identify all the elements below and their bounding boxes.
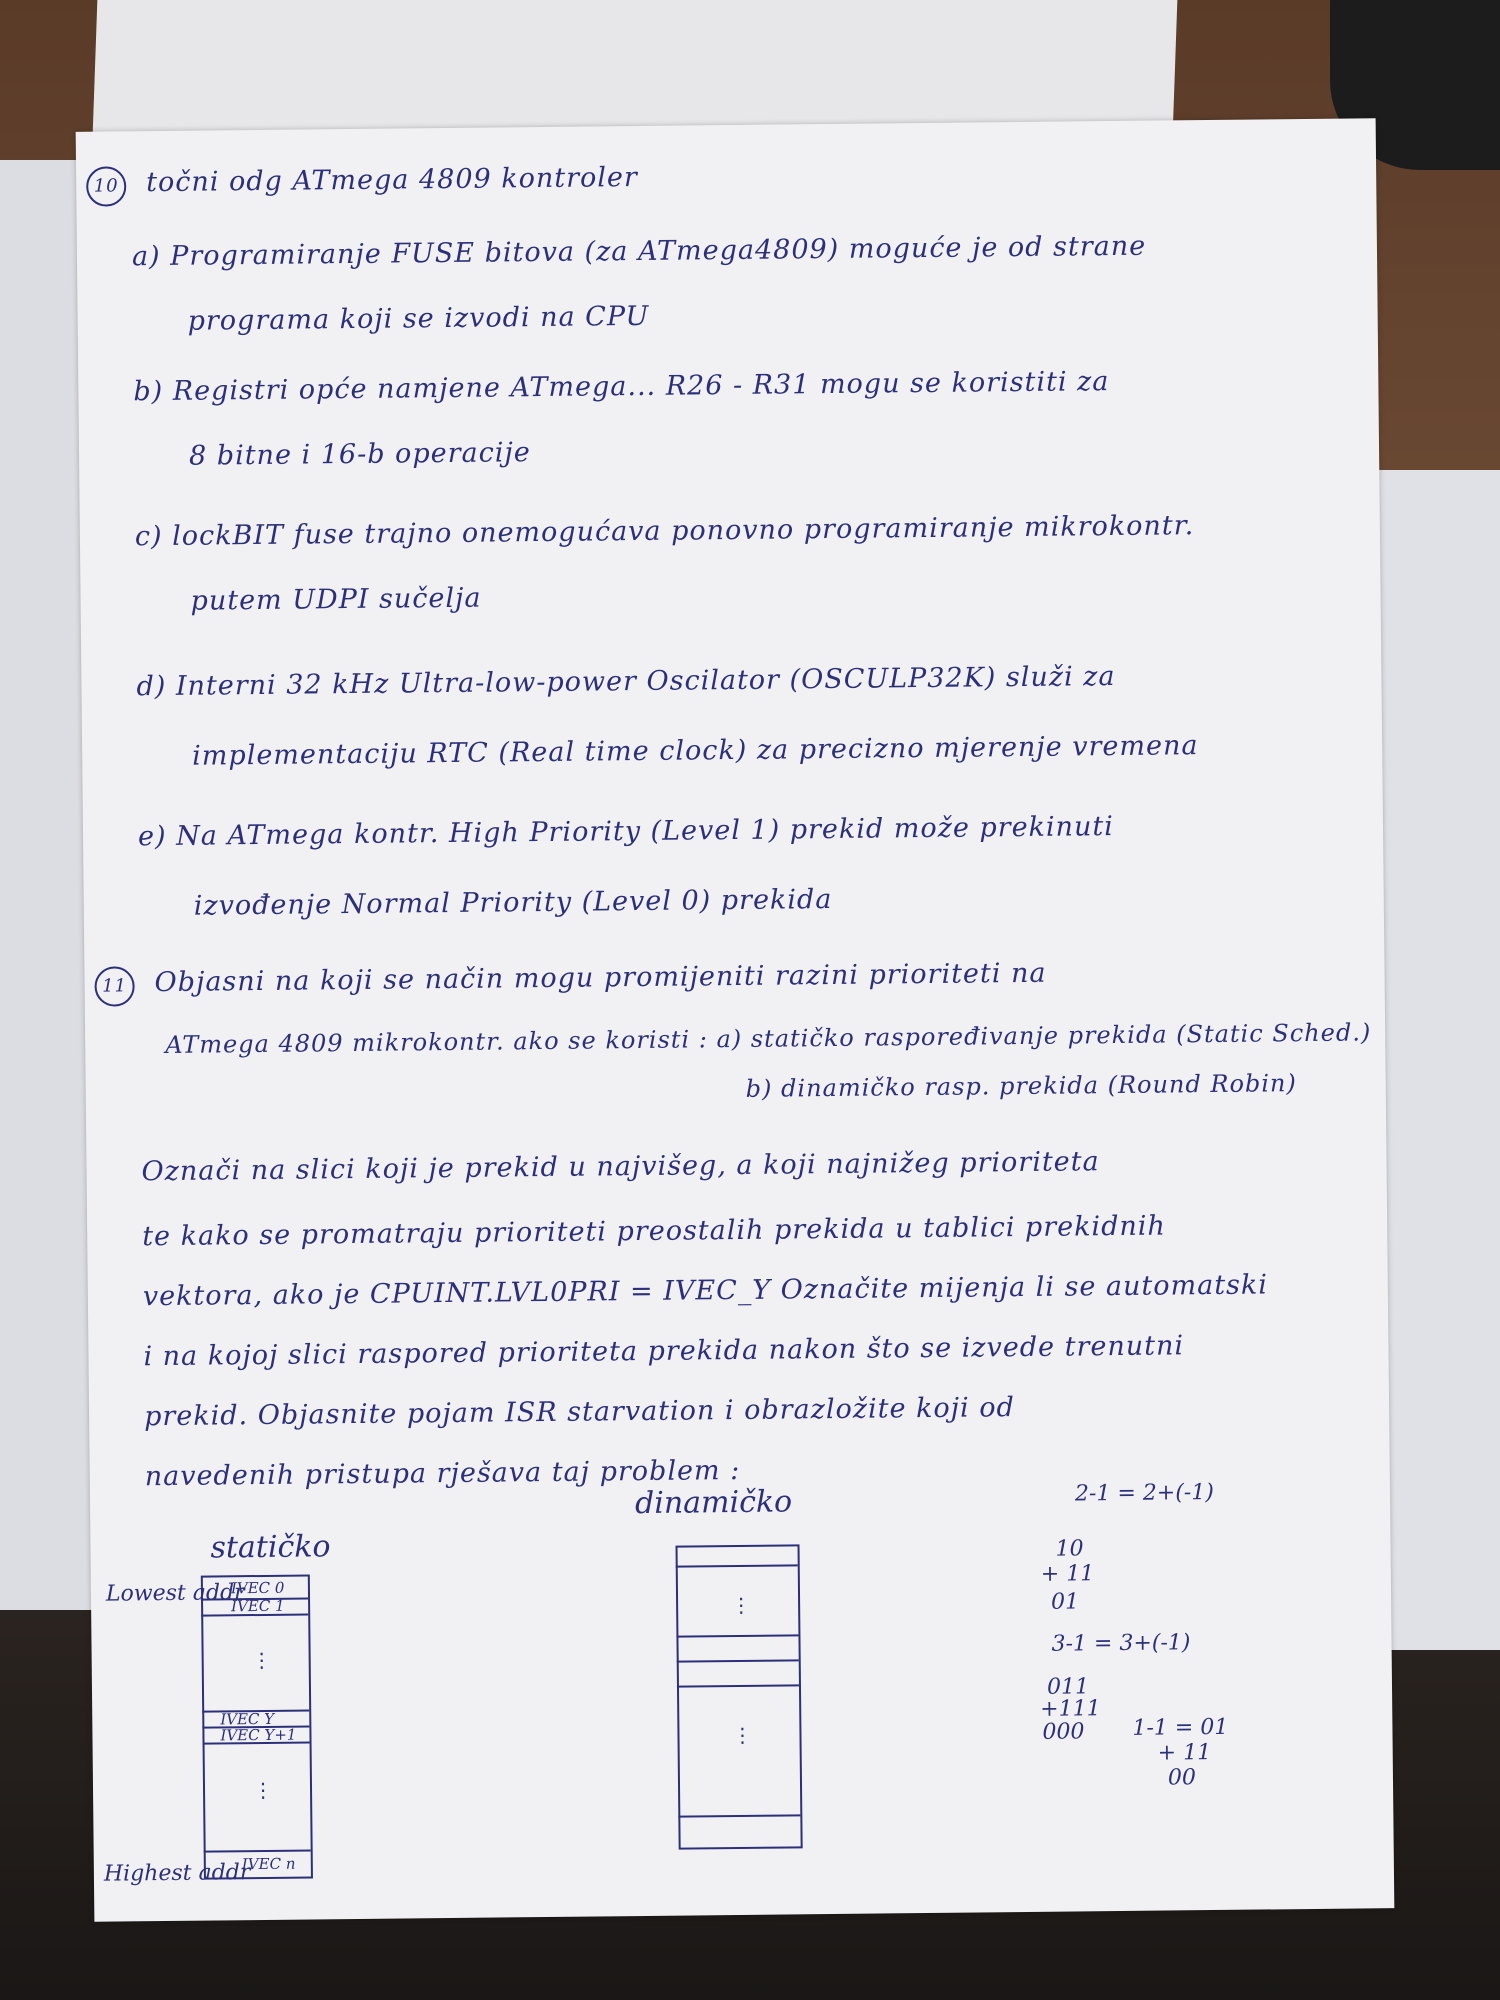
cell-ivec-0: IVEC 0	[230, 1578, 285, 1598]
calc-line-9: 1-1 = 01	[1132, 1714, 1229, 1741]
task10-b2: 8 bitne i 16-b operacije	[188, 437, 531, 472]
static-ellipsis-2: ⋮	[252, 1777, 274, 1803]
task10-heading	[86, 161, 638, 207]
calc-line-6: 011	[1046, 1674, 1090, 1700]
dynamic-ellipsis-2: ⋮	[732, 1722, 753, 1748]
background-sheet-top	[93, 0, 1178, 135]
dynamic-vector-table	[676, 1544, 803, 1849]
task10-a: a) Programiranje FUSE bitova (za ATmega4809) moguće je od strane	[131, 230, 1147, 273]
task10-d: d) Interni 32 kHz Ultra-low-power Oscilator (OSCULP32K) služi za	[136, 660, 1116, 703]
calc-line-8: 000	[1042, 1719, 1085, 1745]
cell-ivec-n: IVEC n	[241, 1854, 296, 1874]
lowest-addr-label: Lowest addr	[105, 1580, 245, 1607]
calc-line-5: 3-1 = 3+(-1)	[1051, 1630, 1191, 1657]
static-ellipsis-1: ⋮	[251, 1647, 272, 1673]
task10-d2: implementaciju RTC (Real time clock) za precizno mjerenje vremena	[192, 730, 1199, 772]
task10-a2: programa koji se izvodi na CPU	[187, 300, 650, 337]
task10-number: 10	[86, 166, 126, 206]
task11-heading	[94, 957, 1046, 1007]
task11-line3: b) dinamičko rasp. prekida (Round Robin)	[745, 1069, 1297, 1103]
calc-line-7: +111	[1040, 1696, 1101, 1722]
cell-ivec-1: IVEC 1	[231, 1596, 285, 1616]
calc-line-3: + 11	[1040, 1561, 1095, 1587]
cell-ivec-y: IVEC Y	[220, 1709, 275, 1729]
calc-line-2: 10	[1055, 1536, 1084, 1562]
highest-addr-label: Highest addr	[103, 1860, 251, 1887]
task11-para2: te kako se promatraju prioriteti preostalih prekida u tablici prekidnih	[142, 1210, 1166, 1253]
handwritten-sheet	[76, 118, 1395, 1922]
task11-para5: prekid. Objasnite pojam ISR starvation i obrazložite koji od	[143, 1392, 1015, 1433]
static-label: statičko	[210, 1529, 331, 1566]
task10-title: točni odg ATmega 4809 kontroler	[146, 161, 638, 199]
task10-e2: izvođenje Normal Priority (Level 0) prekida	[193, 883, 833, 922]
task10-e: e) Na ATmega kontr. High Priority (Level 1) prekid može prekinuti	[137, 811, 1115, 853]
task10-c: c) lockBIT fuse trajno onemogućava ponovno programiranje mikrokontr.	[134, 510, 1195, 553]
calc-line-11: 00	[1167, 1765, 1197, 1791]
task10-c2: putem UDPI sučelja	[190, 582, 482, 617]
calc-line-4: 01	[1050, 1589, 1080, 1615]
task11-line1: Objasni na koji se način mogu promijeniti razini prioriteti na	[154, 957, 1047, 999]
dynamic-ellipsis-1: ⋮	[731, 1592, 752, 1618]
calc-line-10: + 11	[1157, 1740, 1212, 1766]
cell-ivec-y1: IVEC Y+1	[220, 1725, 297, 1745]
task11-para3: vektora, ako je CPUINT.LVL0PRI = IVEC_Y Označite mijenja li se automatski	[142, 1269, 1269, 1313]
task11-para1: Označi na slici koji je prekid u najvišeg, a koji najnižeg prioriteta	[141, 1146, 1100, 1188]
task11-line2: ATmega 4809 mikrokontr. ako se koristi : a) statičko raspoređivanje prekida (Static Sched.)	[165, 1018, 1372, 1059]
task11-number: 11	[94, 966, 134, 1006]
dynamic-label: dinamičko	[634, 1484, 793, 1522]
task11-para4: i na kojoj slici raspored prioriteta prekida nakon što se izvede trenutni	[143, 1330, 1185, 1373]
calc-line-1: 2-1 = 2+(-1)	[1074, 1480, 1214, 1507]
task11-para6: navedenih pristupa rješava taj problem :	[144, 1454, 741, 1493]
task10-b: b) Registri opće namjene ATmega... R26 - R31 mogu se koristiti za	[133, 366, 1110, 408]
